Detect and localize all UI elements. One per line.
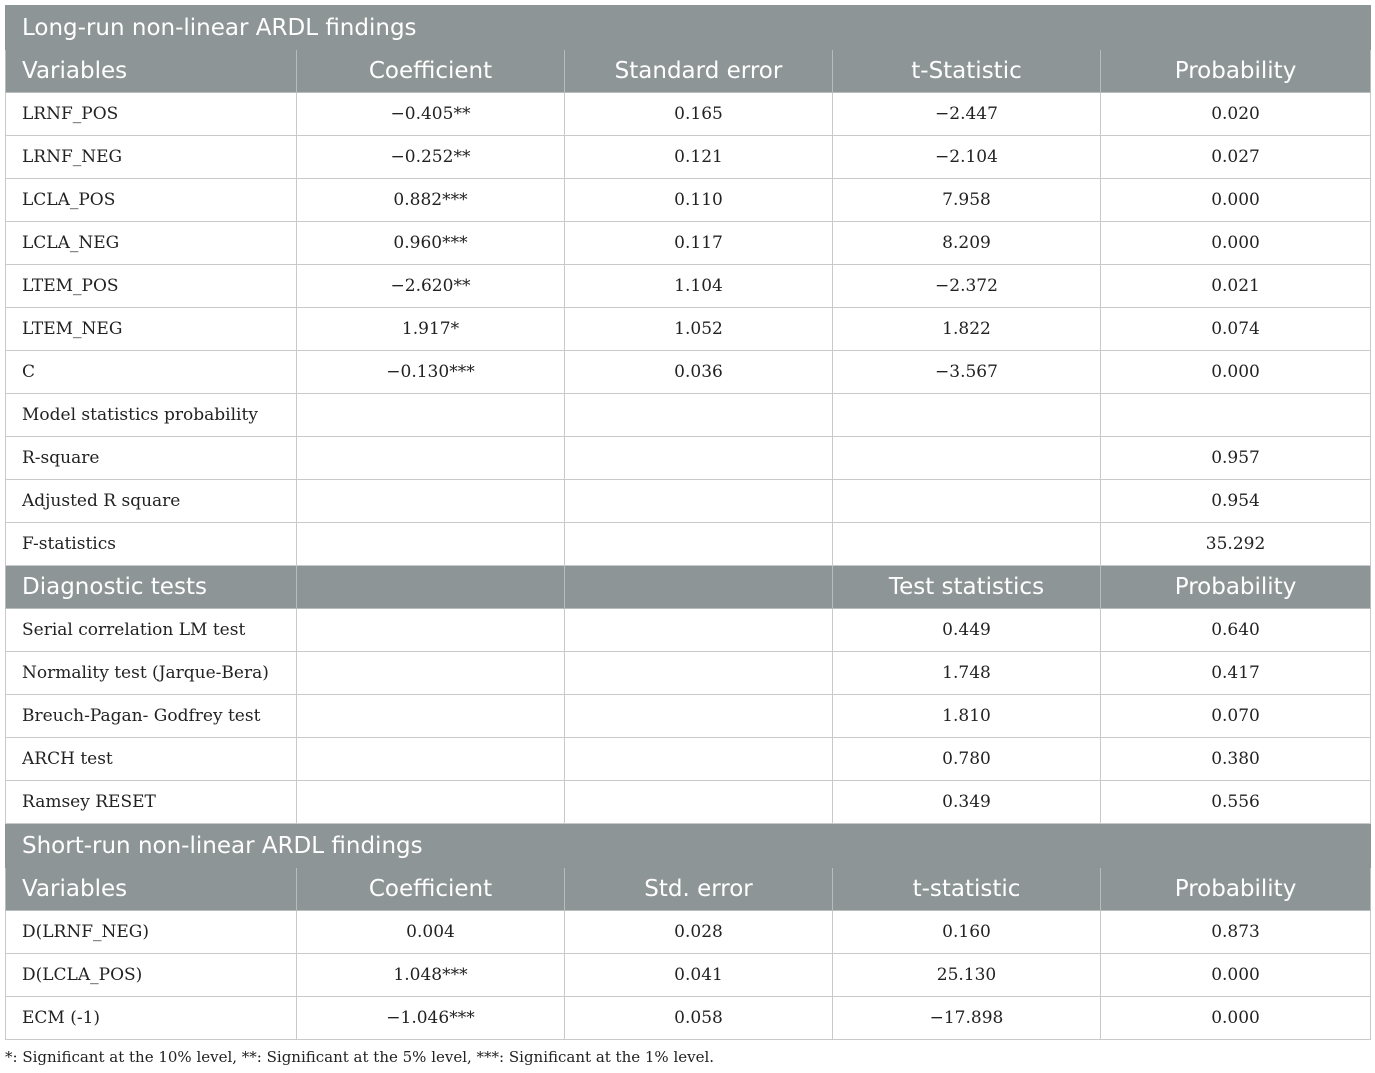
table-row xyxy=(6,480,1371,523)
header-coefficient: Coefficient xyxy=(297,868,565,911)
variable-cell: Adjusted R square xyxy=(6,480,297,523)
header-test-statistics: Test statistics xyxy=(833,566,1101,609)
short-run-title: Short-run non-linear ARDL findings xyxy=(6,824,1371,868)
table-row xyxy=(6,781,1371,824)
coefficient-cell: −0.130*** xyxy=(297,351,565,394)
empty-cell xyxy=(297,695,565,738)
probability-cell: 0.020 xyxy=(1101,93,1371,136)
probability-cell: 0.873 xyxy=(1101,911,1371,954)
short-run-header-row xyxy=(6,868,1371,911)
coefficient-cell xyxy=(297,523,565,566)
probability-cell: 0.417 xyxy=(1101,652,1371,695)
table-row xyxy=(6,911,1371,954)
table-row xyxy=(6,738,1371,781)
empty-cell xyxy=(565,738,833,781)
t-stat-cell: 8.209 xyxy=(833,222,1101,265)
header-probability: Probability xyxy=(1101,868,1371,911)
probability-cell: 0.070 xyxy=(1101,695,1371,738)
t-stat-cell: −2.372 xyxy=(833,265,1101,308)
long-run-title: Long-run non-linear ARDL findings xyxy=(6,6,1371,50)
table-row xyxy=(6,136,1371,179)
coefficient-cell: −2.620** xyxy=(297,265,565,308)
header-variables: Variables xyxy=(6,868,297,911)
long-run-header-row xyxy=(6,50,1371,93)
coefficient-cell: 0.004 xyxy=(297,911,565,954)
table-row xyxy=(6,351,1371,394)
table-row xyxy=(6,523,1371,566)
test-statistic-cell: 1.748 xyxy=(833,652,1101,695)
short-run-title-row xyxy=(6,824,1371,868)
std-error-cell: 1.104 xyxy=(565,265,833,308)
std-error-cell: 0.165 xyxy=(565,93,833,136)
test-statistic-cell: 0.449 xyxy=(833,609,1101,652)
probability-cell: 0.000 xyxy=(1101,997,1371,1040)
long-run-title-row xyxy=(6,6,1371,50)
table-row xyxy=(6,437,1371,480)
table-row xyxy=(6,394,1371,437)
probability-cell: 35.292 xyxy=(1101,523,1371,566)
table-row xyxy=(6,93,1371,136)
probability-cell: 0.021 xyxy=(1101,265,1371,308)
empty-cell xyxy=(297,652,565,695)
empty-cell xyxy=(565,695,833,738)
t-stat-cell xyxy=(833,523,1101,566)
t-stat-cell: 7.958 xyxy=(833,179,1101,222)
significance-footnote: *: Significant at the 10% level, **: Significant at the 5% level, ***: Significant at the 1% level. xyxy=(5,1048,715,1066)
header-probability: Probability xyxy=(1101,566,1371,609)
t-stat-cell xyxy=(833,437,1101,480)
probability-cell: 0.000 xyxy=(1101,222,1371,265)
variable-cell: LRNF_POS xyxy=(6,93,297,136)
coefficient-cell: 0.882*** xyxy=(297,179,565,222)
probability-cell: 0.957 xyxy=(1101,437,1371,480)
table-row xyxy=(6,179,1371,222)
variable-cell: LTEM_POS xyxy=(6,265,297,308)
empty-cell xyxy=(565,652,833,695)
probability-cell: 0.000 xyxy=(1101,179,1371,222)
empty-cell xyxy=(565,781,833,824)
variable-cell: F-statistics xyxy=(6,523,297,566)
std-error-cell xyxy=(565,394,833,437)
table-row xyxy=(6,997,1371,1040)
std-error-cell xyxy=(565,523,833,566)
diagnostic-header-row xyxy=(6,566,1371,609)
header-variables: Variables xyxy=(6,50,297,93)
empty-cell xyxy=(297,738,565,781)
coefficient-cell xyxy=(297,480,565,523)
variable-cell: LTEM_NEG xyxy=(6,308,297,351)
probability-cell: 0.074 xyxy=(1101,308,1371,351)
test-name-cell: Serial correlation LM test xyxy=(6,609,297,652)
table-row xyxy=(6,695,1371,738)
coefficient-cell xyxy=(297,437,565,480)
test-name-cell: Normality test (Jarque-Bera) xyxy=(6,652,297,695)
coefficient-cell: 0.960*** xyxy=(297,222,565,265)
empty-cell xyxy=(297,781,565,824)
header-standard-error: Standard error xyxy=(565,50,833,93)
t-stat-cell: 1.822 xyxy=(833,308,1101,351)
t-stat-cell xyxy=(833,394,1101,437)
std-error-cell: 0.041 xyxy=(565,954,833,997)
t-stat-cell: 25.130 xyxy=(833,954,1101,997)
results-table xyxy=(5,5,1371,1040)
header-t-statistic: t-Statistic xyxy=(833,50,1101,93)
t-stat-cell: −3.567 xyxy=(833,351,1101,394)
header-empty xyxy=(565,566,833,609)
probability-cell: 0.027 xyxy=(1101,136,1371,179)
variable-cell: LCLA_NEG xyxy=(6,222,297,265)
t-stat-cell xyxy=(833,480,1101,523)
coefficient-cell: 1.048*** xyxy=(297,954,565,997)
probability-cell: 0.954 xyxy=(1101,480,1371,523)
empty-cell xyxy=(297,609,565,652)
t-stat-cell: 0.160 xyxy=(833,911,1101,954)
table-row xyxy=(6,308,1371,351)
probability-cell: 0.380 xyxy=(1101,738,1371,781)
test-statistic-cell: 0.780 xyxy=(833,738,1101,781)
probability-cell xyxy=(1101,394,1371,437)
variable-cell: D(LRNF_NEG) xyxy=(6,911,297,954)
coefficient-cell xyxy=(297,394,565,437)
std-error-cell: 1.052 xyxy=(565,308,833,351)
table-row xyxy=(6,609,1371,652)
test-statistic-cell: 0.349 xyxy=(833,781,1101,824)
test-name-cell: Breuch-Pagan- Godfrey test xyxy=(6,695,297,738)
variable-cell: R-square xyxy=(6,437,297,480)
std-error-cell: 0.110 xyxy=(565,179,833,222)
header-coefficient: Coefficient xyxy=(297,50,565,93)
header-diagnostic-tests: Diagnostic tests xyxy=(6,566,297,609)
empty-cell xyxy=(565,609,833,652)
test-statistic-cell: 1.810 xyxy=(833,695,1101,738)
std-error-cell: 0.117 xyxy=(565,222,833,265)
test-name-cell: Ramsey RESET xyxy=(6,781,297,824)
variable-cell: D(LCLA_POS) xyxy=(6,954,297,997)
std-error-cell xyxy=(565,480,833,523)
coefficient-cell: −0.405** xyxy=(297,93,565,136)
probability-cell: 0.640 xyxy=(1101,609,1371,652)
variable-cell: LRNF_NEG xyxy=(6,136,297,179)
coefficient-cell: 1.917* xyxy=(297,308,565,351)
table-row xyxy=(6,265,1371,308)
header-probability: Probability xyxy=(1101,50,1371,93)
t-stat-cell: −17.898 xyxy=(833,997,1101,1040)
header-std-error: Std. error xyxy=(565,868,833,911)
variable-cell: C xyxy=(6,351,297,394)
std-error-cell: 0.028 xyxy=(565,911,833,954)
table-row xyxy=(6,954,1371,997)
probability-cell: 0.000 xyxy=(1101,954,1371,997)
header-t-statistic: t-statistic xyxy=(833,868,1101,911)
t-stat-cell: −2.104 xyxy=(833,136,1101,179)
std-error-cell: 0.058 xyxy=(565,997,833,1040)
std-error-cell: 0.036 xyxy=(565,351,833,394)
probability-cell: 0.000 xyxy=(1101,351,1371,394)
probability-cell: 0.556 xyxy=(1101,781,1371,824)
std-error-cell xyxy=(565,437,833,480)
table-row xyxy=(6,652,1371,695)
variable-cell: ECM (-1) xyxy=(6,997,297,1040)
test-name-cell: ARCH test xyxy=(6,738,297,781)
variable-cell: LCLA_POS xyxy=(6,179,297,222)
table-row xyxy=(6,222,1371,265)
header-empty xyxy=(297,566,565,609)
coefficient-cell: −0.252** xyxy=(297,136,565,179)
t-stat-cell: −2.447 xyxy=(833,93,1101,136)
variable-cell: Model statistics probability xyxy=(6,394,297,437)
std-error-cell: 0.121 xyxy=(565,136,833,179)
coefficient-cell: −1.046*** xyxy=(297,997,565,1040)
